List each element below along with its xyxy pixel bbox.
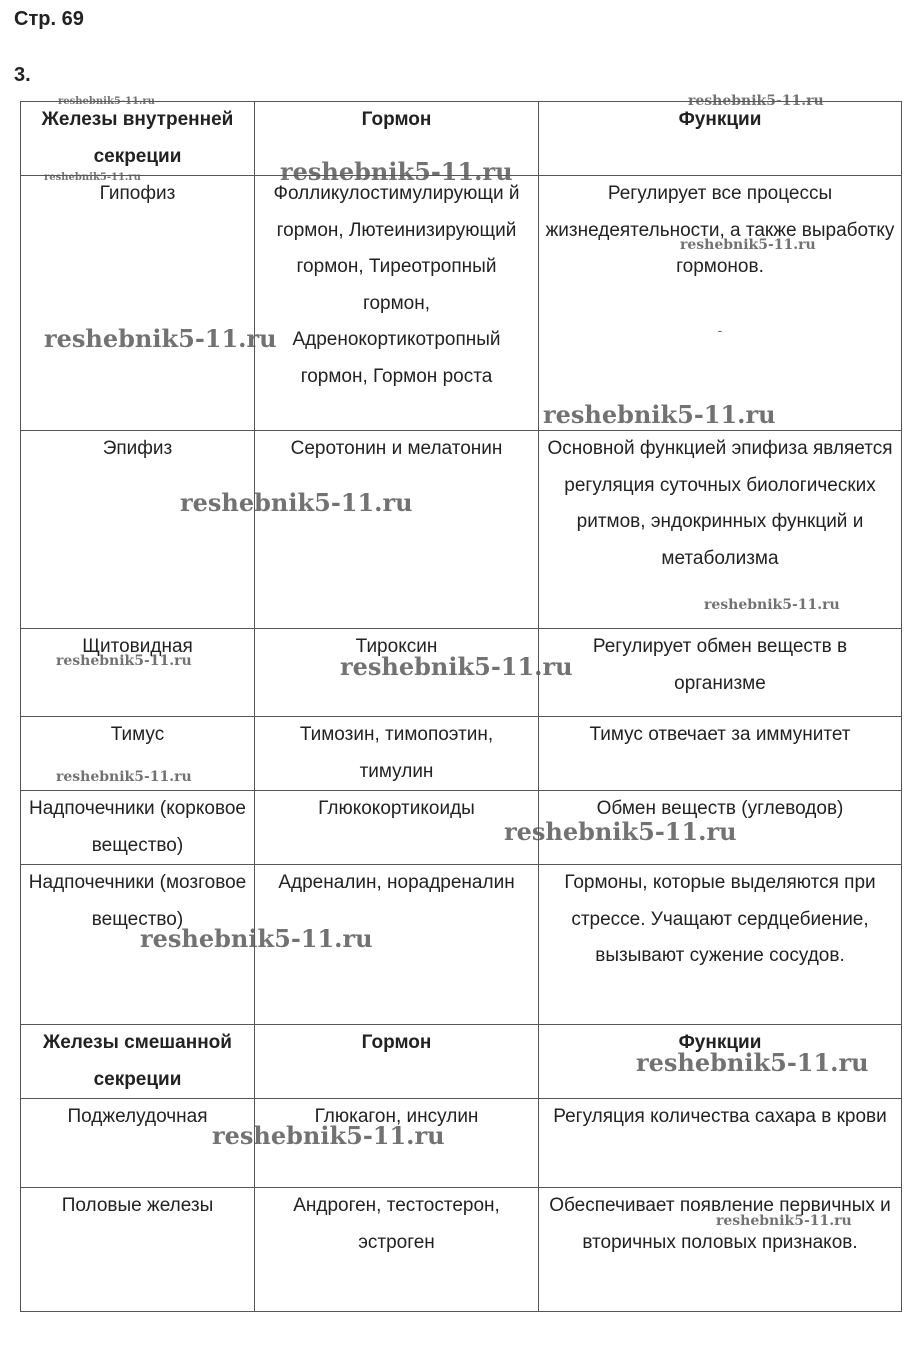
function-cell: Регулирует обмен веществ в организме: [539, 629, 902, 717]
gland-cell: Надпочечники (корковое вещество): [21, 791, 255, 865]
table-row: [21, 176, 902, 431]
gland-cell: Половые железы: [21, 1188, 255, 1312]
watermark: reshebnik5-11.ru: [504, 817, 737, 846]
gland-cell: Щитовидная: [21, 629, 255, 717]
hormone-cell: Тимозин, тимопоэтин, тимулин: [255, 717, 539, 791]
watermark: reshebnik5-11.ru: [688, 93, 824, 109]
hormone-cell: Серотонин и мелатонин: [255, 431, 539, 629]
watermark: reshebnik5-11.ru: [704, 597, 840, 613]
watermark: reshebnik5-11.ru: [212, 1121, 445, 1150]
hormone-cell: Глюкокортикоиды: [255, 791, 539, 865]
hormone-cell: Фолликулостимулирующи й гормон, Лютеинизирующий гормон, Тиреотропный гормон, Адренокортикотропный гормон, Гормон роста: [255, 176, 539, 431]
watermark: reshebnik5-11.ru: [636, 1048, 869, 1077]
table-row: [21, 431, 902, 629]
function-cell: [539, 176, 902, 431]
header-hormone: Гормон: [255, 102, 539, 176]
glands-table: [20, 101, 902, 1312]
watermark: reshebnik5-11.ru: [680, 237, 816, 253]
dash-mark: -: [717, 321, 723, 338]
table-row: [21, 791, 902, 865]
header-hormone: Гормон: [255, 1025, 539, 1099]
function-text: Регулирует все процессы жизнедеятельности, а также выработку гормонов.: [545, 183, 895, 277]
gland-cell: Поджелудочная: [21, 1099, 255, 1188]
header-gland: Железы внутренней секреции: [21, 102, 255, 176]
watermark: reshebnik5-11.ru: [44, 324, 277, 353]
gland-cell: Эпифиз: [21, 431, 255, 629]
header-function: Функции: [539, 102, 902, 176]
watermark: reshebnik5-11.ru: [58, 96, 155, 107]
gland-cell: Гипофиз: [21, 176, 255, 431]
hormone-cell: Тироксин: [255, 629, 539, 717]
table-row: [21, 865, 902, 1025]
function-cell: Гормоны, которые выделяются при стрессе. Учащают сердцебиение, вызывают сужение сосудов.: [539, 865, 902, 1025]
header-gland: Железы смешанной секреции: [21, 1025, 255, 1099]
watermark: reshebnik5-11.ru: [180, 488, 413, 517]
header-function: Функции: [539, 1025, 902, 1099]
watermark: reshebnik5-11.ru: [140, 924, 373, 953]
function-cell: Регуляция количества сахара в крови: [539, 1099, 902, 1188]
table-header-row: [21, 102, 902, 176]
hormone-cell: Андроген, тестостерон, эстроген: [255, 1188, 539, 1312]
watermark: reshebnik5-11.ru: [340, 652, 573, 681]
function-cell: Обмен веществ (углеводов): [539, 791, 902, 865]
function-cell: Основной функцией эпифиза является регуляция суточных биологических ритмов, эндокринных функций и метаболизма: [539, 431, 902, 629]
watermark: reshebnik5-11.ru: [44, 172, 141, 183]
watermark: reshebnik5-11.ru: [56, 653, 192, 669]
watermark: reshebnik5-11.ru: [716, 1213, 852, 1229]
gland-cell: Тимус: [21, 717, 255, 791]
hormone-cell: Адреналин, норадреналин: [255, 865, 539, 1025]
task-number: 3.: [14, 64, 31, 86]
table-header-row: [21, 1025, 902, 1099]
table-row: [21, 629, 902, 717]
table-row: [21, 1099, 902, 1188]
table-row: [21, 717, 902, 791]
watermark: reshebnik5-11.ru: [56, 769, 192, 785]
hormone-cell: Глюкагон, инсулин: [255, 1099, 539, 1188]
watermark: reshebnik5-11.ru: [280, 157, 513, 186]
watermark: reshebnik5-11.ru: [543, 400, 776, 429]
function-cell: Тимус отвечает за иммунитет: [539, 717, 902, 791]
function-cell: Обеспечивает появление первичных и вторичных половых признаков.: [539, 1188, 902, 1312]
page-heading: Стр. 69: [14, 8, 84, 30]
gland-cell: Надпочечники (мозговое вещество): [21, 865, 255, 1025]
table-row: [21, 1188, 902, 1312]
